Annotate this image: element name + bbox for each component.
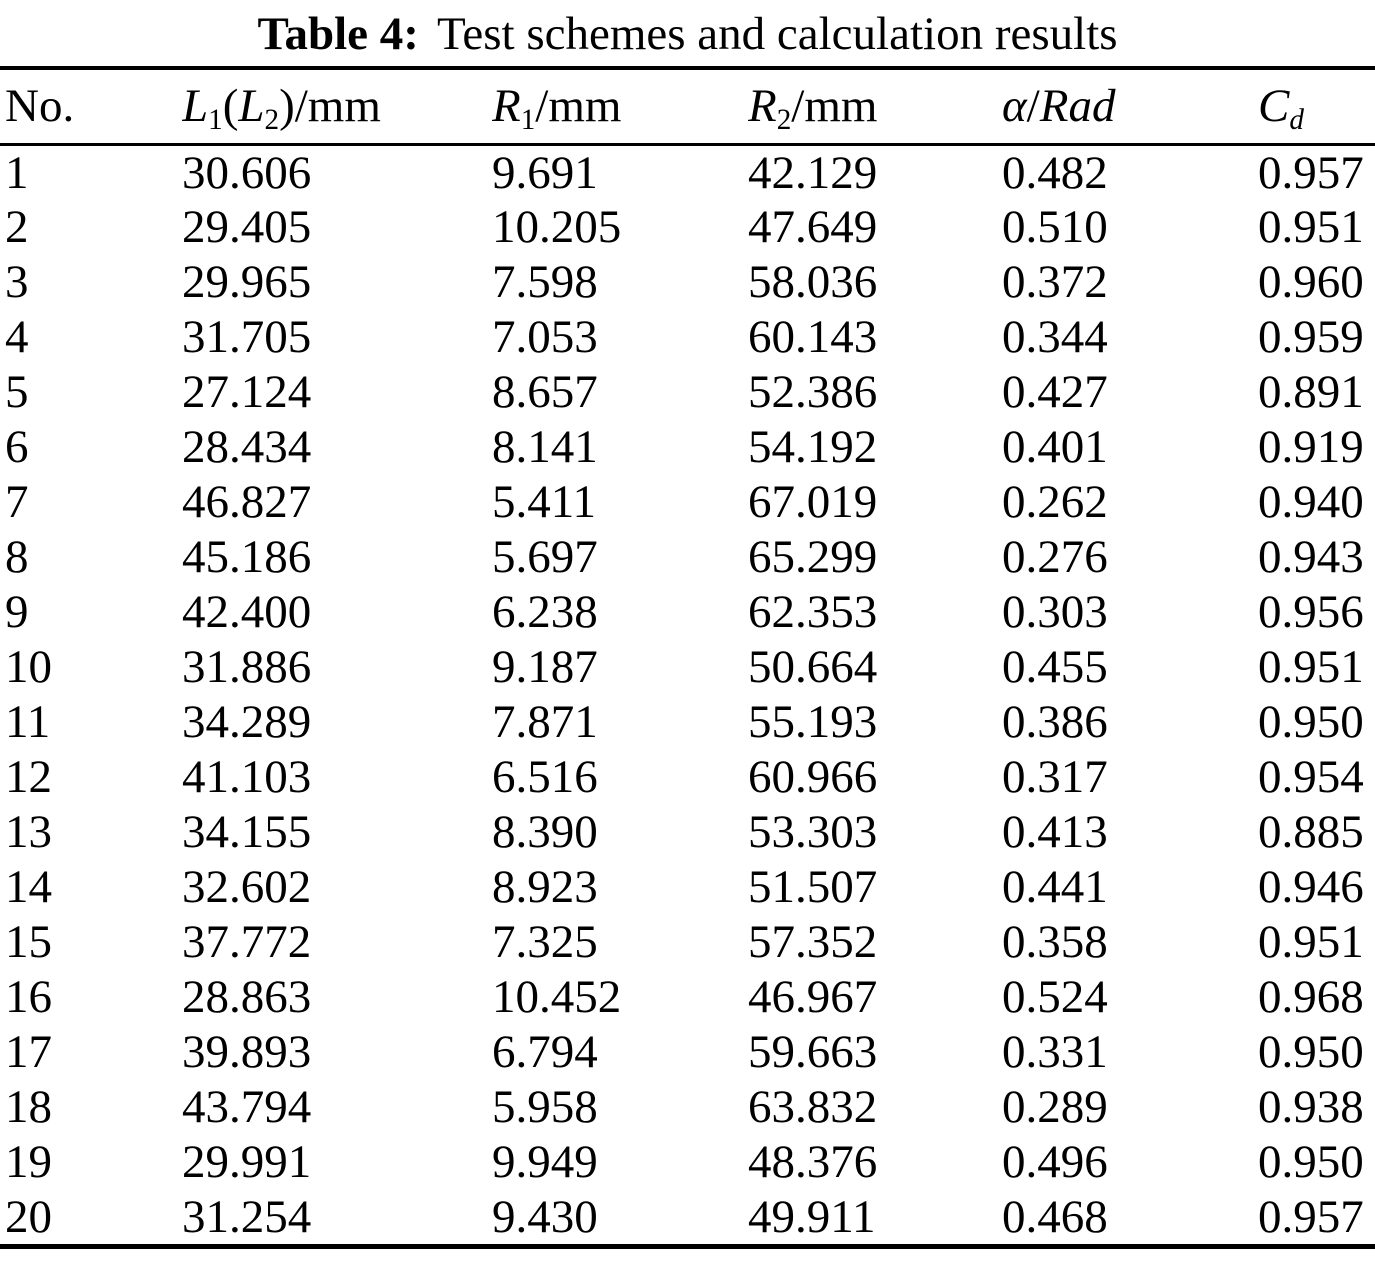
table-cell-alpha-rad: 0.317 [1002, 751, 1108, 803]
table-cell-no: 7 [5, 476, 29, 528]
table-row [0, 310, 1375, 365]
table-cell-l1-l2-mm: 31.705 [182, 311, 312, 363]
table-cell-l1-l2-mm: 29.991 [182, 1136, 312, 1188]
table-cell-r2-mm: 67.019 [748, 476, 878, 528]
table-row [0, 200, 1375, 255]
table-row [0, 585, 1375, 640]
table-row [0, 805, 1375, 860]
table-cell-alpha-rad: 0.455 [1002, 641, 1108, 693]
table-cell-r1-mm: 6.516 [492, 751, 598, 803]
table-cell-cd: 0.951 [1258, 641, 1364, 693]
column-header-r2-mm: R2/mm [748, 80, 878, 137]
table-row [0, 970, 1375, 1025]
table-cell-cd: 0.957 [1258, 146, 1364, 199]
table-cell-no: 19 [5, 1136, 52, 1188]
table-cell-r1-mm: 5.411 [492, 476, 597, 528]
table-row [0, 255, 1375, 310]
table-cell-no: 20 [5, 1190, 52, 1243]
column-header-alpha-rad: α/Rad [1002, 80, 1116, 133]
table-cell-cd: 0.891 [1258, 366, 1364, 418]
table-cell-l1-l2-mm: 31.886 [182, 641, 312, 693]
table-row [0, 860, 1375, 915]
table-row [0, 915, 1375, 970]
table-cell-cd: 0.957 [1258, 1190, 1364, 1243]
table-body [0, 144, 1375, 1246]
table-row [0, 1135, 1375, 1190]
table-cell-r1-mm: 8.141 [492, 421, 598, 473]
table-cell-no: 14 [5, 861, 52, 913]
table-cell-l1-l2-mm: 45.186 [182, 531, 312, 583]
table-cell-l1-l2-mm: 31.254 [182, 1190, 312, 1243]
table-cell-cd: 0.951 [1258, 916, 1364, 968]
table-cell-no: 4 [5, 311, 29, 363]
table-cell-r1-mm: 7.325 [492, 916, 598, 968]
table-cell-r1-mm: 8.657 [492, 366, 598, 418]
table-cell-no: 8 [5, 531, 29, 583]
table-row [0, 1190, 1375, 1247]
table-cell-r2-mm: 54.192 [748, 421, 878, 473]
table-cell-r1-mm: 9.691 [492, 146, 598, 199]
table-cell-alpha-rad: 0.276 [1002, 531, 1108, 583]
table-cell-no: 16 [5, 971, 52, 1023]
table-cell-r2-mm: 50.664 [748, 641, 878, 693]
table-cell-r2-mm: 46.967 [748, 971, 878, 1023]
table-cell-no: 5 [5, 366, 29, 418]
table-cell-r2-mm: 52.386 [748, 366, 878, 418]
table-caption [0, 0, 1375, 62]
table-cell-r2-mm: 47.649 [748, 201, 878, 253]
table-cell-r2-mm: 42.129 [748, 146, 878, 199]
table-cell-alpha-rad: 0.468 [1002, 1190, 1108, 1243]
table-cell-l1-l2-mm: 43.794 [182, 1081, 312, 1133]
table-cell-l1-l2-mm: 30.606 [182, 146, 312, 199]
table-cell-cd: 0.968 [1258, 971, 1364, 1023]
column-header-r1-mm: R1/mm [492, 80, 622, 137]
table-cell-alpha-rad: 0.358 [1002, 916, 1108, 968]
table-cell-r1-mm: 7.053 [492, 311, 598, 363]
table-cell-cd: 0.959 [1258, 311, 1364, 363]
results-table [0, 66, 1375, 1249]
table-row [0, 695, 1375, 750]
table-row [0, 1025, 1375, 1080]
table-row [0, 1080, 1375, 1135]
table-cell-r2-mm: 55.193 [748, 696, 878, 748]
table-cell-l1-l2-mm: 37.772 [182, 916, 312, 968]
table-cell-l1-l2-mm: 32.602 [182, 861, 312, 913]
table-cell-no: 18 [5, 1081, 52, 1133]
table-cell-cd: 0.919 [1258, 421, 1364, 473]
table-cell-r2-mm: 59.663 [748, 1026, 878, 1078]
table-row [0, 144, 1375, 200]
table-cell-r2-mm: 53.303 [748, 806, 878, 858]
column-header-cd: Cd [1258, 80, 1304, 137]
table-row [0, 640, 1375, 695]
table-cell-l1-l2-mm: 28.863 [182, 971, 312, 1023]
table-cell-l1-l2-mm: 29.405 [182, 201, 312, 253]
table-cell-r1-mm: 7.871 [492, 696, 598, 748]
table-cell-alpha-rad: 0.331 [1002, 1026, 1108, 1078]
table-cell-alpha-rad: 0.427 [1002, 366, 1108, 418]
table-cell-r1-mm: 9.187 [492, 641, 598, 693]
column-header-l1-l2-mm: L1(L2)/mm [182, 80, 381, 137]
table-cell-alpha-rad: 0.401 [1002, 421, 1108, 473]
table-caption-label: Table 4: [257, 8, 419, 60]
table-cell-no: 2 [5, 201, 29, 253]
table-row [0, 365, 1375, 420]
table-cell-cd: 0.950 [1258, 696, 1364, 748]
table-cell-alpha-rad: 0.386 [1002, 696, 1108, 748]
table-cell-r2-mm: 60.143 [748, 311, 878, 363]
table-cell-cd: 0.960 [1258, 256, 1364, 308]
table-cell-no: 1 [5, 146, 29, 199]
table-row [0, 475, 1375, 530]
table-cell-r1-mm: 7.598 [492, 256, 598, 308]
table-cell-alpha-rad: 0.289 [1002, 1081, 1108, 1133]
table-cell-no: 17 [5, 1026, 52, 1078]
table-cell-cd: 0.956 [1258, 586, 1364, 638]
table-cell-r1-mm: 10.205 [492, 201, 622, 253]
table-cell-r1-mm: 6.238 [492, 586, 598, 638]
table-cell-no: 10 [5, 641, 52, 693]
table-cell-r2-mm: 63.832 [748, 1081, 878, 1133]
table-cell-r2-mm: 65.299 [748, 531, 878, 583]
table-cell-cd: 0.885 [1258, 806, 1364, 858]
table-cell-r1-mm: 9.949 [492, 1136, 598, 1188]
table-cell-no: 11 [5, 696, 51, 748]
table-row [0, 420, 1375, 475]
table-cell-r1-mm: 5.958 [492, 1081, 598, 1133]
table-cell-no: 9 [5, 586, 29, 638]
table-cell-r1-mm: 10.452 [492, 971, 622, 1023]
table-cell-alpha-rad: 0.344 [1002, 311, 1108, 363]
table-cell-alpha-rad: 0.262 [1002, 476, 1108, 528]
table-header-row [0, 68, 1375, 144]
table-cell-l1-l2-mm: 46.827 [182, 476, 312, 528]
table-cell-l1-l2-mm: 28.434 [182, 421, 312, 473]
table-cell-l1-l2-mm: 42.400 [182, 586, 312, 638]
table-cell-alpha-rad: 0.510 [1002, 201, 1108, 253]
table-cell-r2-mm: 62.353 [748, 586, 878, 638]
table-cell-r1-mm: 6.794 [492, 1026, 598, 1078]
table-cell-cd: 0.954 [1258, 751, 1364, 803]
table-row [0, 750, 1375, 805]
table-cell-no: 3 [5, 256, 29, 308]
table-cell-l1-l2-mm: 41.103 [182, 751, 312, 803]
table-cell-r2-mm: 58.036 [748, 256, 878, 308]
table-cell-r1-mm: 8.923 [492, 861, 598, 913]
table-cell-cd: 0.950 [1258, 1026, 1364, 1078]
table-cell-alpha-rad: 0.482 [1002, 146, 1108, 199]
table-cell-alpha-rad: 0.303 [1002, 586, 1108, 638]
table-cell-r2-mm: 57.352 [748, 916, 878, 968]
table-row [0, 530, 1375, 585]
table-cell-l1-l2-mm: 34.289 [182, 696, 312, 748]
table-cell-r1-mm: 8.390 [492, 806, 598, 858]
table-cell-alpha-rad: 0.441 [1002, 861, 1108, 913]
table-cell-no: 12 [5, 751, 52, 803]
table-cell-cd: 0.938 [1258, 1081, 1364, 1133]
table-cell-r2-mm: 51.507 [748, 861, 878, 913]
table-cell-l1-l2-mm: 34.155 [182, 806, 312, 858]
table-cell-r1-mm: 9.430 [492, 1190, 598, 1243]
table-cell-alpha-rad: 0.372 [1002, 256, 1108, 308]
table-cell-r2-mm: 60.966 [748, 751, 878, 803]
table-cell-cd: 0.951 [1258, 201, 1364, 253]
table-caption-text: Test schemes and calculation results [436, 8, 1118, 60]
table-cell-cd: 0.950 [1258, 1136, 1364, 1188]
table-cell-cd: 0.946 [1258, 861, 1364, 913]
table-cell-alpha-rad: 0.413 [1002, 806, 1108, 858]
table-cell-r2-mm: 49.911 [748, 1190, 876, 1243]
table-cell-cd: 0.943 [1258, 531, 1364, 583]
column-header-no: No. [5, 80, 75, 133]
table-cell-l1-l2-mm: 39.893 [182, 1026, 312, 1078]
table-cell-no: 15 [5, 916, 52, 968]
table-cell-l1-l2-mm: 29.965 [182, 256, 312, 308]
table-cell-r2-mm: 48.376 [748, 1136, 878, 1188]
table-cell-r1-mm: 5.697 [492, 531, 598, 583]
table-cell-alpha-rad: 0.496 [1002, 1136, 1108, 1188]
table-cell-cd: 0.940 [1258, 476, 1364, 528]
table-cell-l1-l2-mm: 27.124 [182, 366, 312, 418]
table-cell-alpha-rad: 0.524 [1002, 971, 1108, 1023]
table-cell-no: 13 [5, 806, 52, 858]
table-cell-no: 6 [5, 421, 29, 473]
